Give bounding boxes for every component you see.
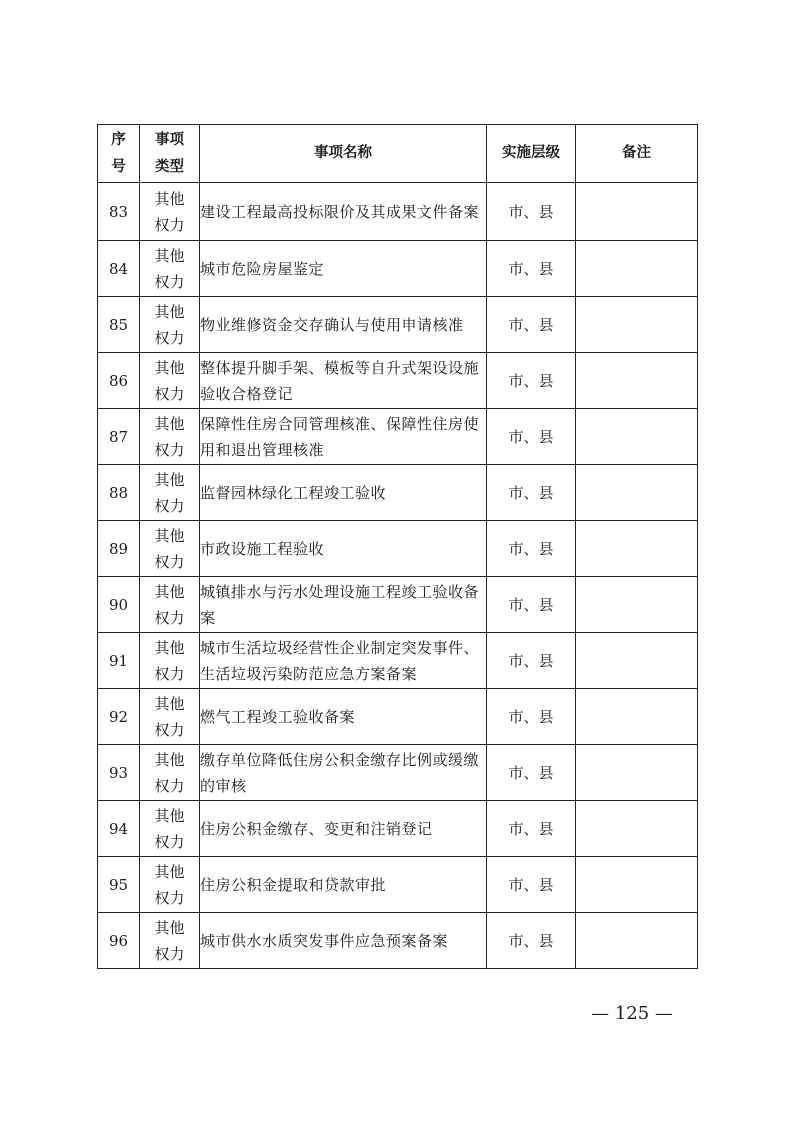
table-row	[98, 409, 698, 465]
row-type-line-1: 其他	[154, 302, 185, 321]
row-note	[576, 409, 698, 465]
row-type-line-1: 其他	[154, 582, 185, 601]
row-level: 市、县	[487, 521, 576, 577]
row-type-line-1: 其他	[154, 189, 185, 208]
row-level: 市、县	[487, 913, 576, 969]
header-row	[98, 125, 698, 183]
row-seq: 90	[98, 577, 140, 633]
table-row	[98, 857, 698, 913]
row-note	[576, 801, 698, 857]
row-type-line-2: 权力	[154, 720, 185, 739]
row-type	[140, 801, 200, 857]
row-note	[576, 633, 698, 689]
row-note	[576, 577, 698, 633]
row-name: 市政设施工程验收	[200, 521, 487, 577]
row-type-line-1: 其他	[154, 862, 185, 881]
row-seq: 85	[98, 297, 140, 353]
header-seq	[98, 125, 140, 183]
table-row	[98, 801, 698, 857]
row-level: 市、县	[487, 745, 576, 801]
header-level: 实施层级	[487, 125, 576, 183]
table-row	[98, 577, 698, 633]
row-type	[140, 633, 200, 689]
row-note	[576, 913, 698, 969]
header-type-line-1: 事项	[155, 131, 184, 148]
row-type-line-1: 其他	[154, 638, 185, 657]
row-name: 住房公积金缴存、变更和注销登记	[200, 801, 487, 857]
row-seq: 86	[98, 353, 140, 409]
table-header	[98, 125, 698, 183]
row-level: 市、县	[487, 409, 576, 465]
items-table	[97, 124, 698, 969]
row-note	[576, 857, 698, 913]
row-type-line-2: 权力	[154, 832, 185, 851]
row-type	[140, 297, 200, 353]
row-seq: 87	[98, 409, 140, 465]
header-note: 备注	[576, 125, 698, 183]
row-type-line-1: 其他	[154, 246, 185, 265]
row-level: 市、县	[487, 633, 576, 689]
page-number: — 125 —	[591, 1003, 673, 1024]
row-type	[140, 409, 200, 465]
table-row	[98, 241, 698, 297]
row-name: 住房公积金提取和贷款审批	[200, 857, 487, 913]
row-name: 城市生活垃圾经营性企业制定突发事件、生活垃圾污染防范应急方案备案	[200, 633, 487, 689]
table-row	[98, 521, 698, 577]
row-type-line-2: 权力	[154, 328, 185, 347]
row-type	[140, 745, 200, 801]
row-type-line-2: 权力	[154, 664, 185, 683]
row-name: 监督园林绿化工程竣工验收	[200, 465, 487, 521]
row-type-line-1: 其他	[154, 414, 185, 433]
table-row	[98, 913, 698, 969]
row-type	[140, 353, 200, 409]
row-level: 市、县	[487, 465, 576, 521]
row-seq: 84	[98, 241, 140, 297]
row-name: 城市危险房屋鉴定	[200, 241, 487, 297]
row-type-line-1: 其他	[154, 750, 185, 769]
row-type-line-2: 权力	[154, 608, 185, 627]
row-note	[576, 689, 698, 745]
table-body	[98, 183, 698, 969]
header-seq-line-1: 序	[111, 131, 126, 148]
row-level: 市、县	[487, 857, 576, 913]
row-name: 燃气工程竣工验收备案	[200, 689, 487, 745]
row-seq: 96	[98, 913, 140, 969]
row-seq: 92	[98, 689, 140, 745]
row-type-line-2: 权力	[154, 776, 185, 795]
row-seq: 88	[98, 465, 140, 521]
row-name: 保障性住房合同管理核准、保障性住房使用和退出管理核准	[200, 409, 487, 465]
row-note	[576, 465, 698, 521]
table-row	[98, 633, 698, 689]
row-type	[140, 913, 200, 969]
row-name: 城镇排水与污水处理设施工程竣工验收备案	[200, 577, 487, 633]
table-row	[98, 297, 698, 353]
row-type-line-2: 权力	[154, 944, 185, 963]
row-note	[576, 745, 698, 801]
row-name: 物业维修资金交存确认与使用申请核准	[200, 297, 487, 353]
row-type-line-2: 权力	[154, 384, 185, 403]
row-type-line-1: 其他	[154, 358, 185, 377]
row-level: 市、县	[487, 801, 576, 857]
row-type	[140, 465, 200, 521]
row-name: 整体提升脚手架、模板等自升式架设设施验收合格登记	[200, 353, 487, 409]
row-type-line-1: 其他	[154, 470, 185, 489]
row-name: 城市供水水质突发事件应急预案备案	[200, 913, 487, 969]
row-note	[576, 297, 698, 353]
row-type-line-1: 其他	[154, 918, 185, 937]
row-level: 市、县	[487, 241, 576, 297]
row-note	[576, 353, 698, 409]
header-seq-line-2: 号	[111, 158, 126, 175]
header-name: 事项名称	[200, 125, 487, 183]
row-note	[576, 183, 698, 241]
row-type	[140, 857, 200, 913]
table-row	[98, 183, 698, 241]
header-type	[140, 125, 200, 183]
row-seq: 94	[98, 801, 140, 857]
row-level: 市、县	[487, 297, 576, 353]
row-seq: 91	[98, 633, 140, 689]
row-seq: 83	[98, 183, 140, 241]
row-type	[140, 689, 200, 745]
row-type-line-1: 其他	[154, 806, 185, 825]
row-type-line-2: 权力	[154, 440, 185, 459]
row-level: 市、县	[487, 183, 576, 241]
table-row	[98, 689, 698, 745]
row-type-line-1: 其他	[154, 526, 185, 545]
row-type	[140, 241, 200, 297]
row-name: 缴存单位降低住房公积金缴存比例或缓缴的审核	[200, 745, 487, 801]
row-note	[576, 521, 698, 577]
row-seq: 93	[98, 745, 140, 801]
row-level: 市、县	[487, 353, 576, 409]
row-level: 市、县	[487, 689, 576, 745]
row-type-line-2: 权力	[154, 272, 185, 291]
row-type	[140, 577, 200, 633]
row-level: 市、县	[487, 577, 576, 633]
table-row	[98, 353, 698, 409]
row-seq: 89	[98, 521, 140, 577]
row-type-line-2: 权力	[154, 215, 185, 234]
header-type-line-2: 类型	[155, 158, 184, 175]
row-note	[576, 241, 698, 297]
row-name: 建设工程最高投标限价及其成果文件备案	[200, 183, 487, 241]
row-type-line-2: 权力	[154, 496, 185, 515]
row-seq: 95	[98, 857, 140, 913]
table-row	[98, 465, 698, 521]
table-row	[98, 745, 698, 801]
row-type	[140, 183, 200, 241]
row-type-line-2: 权力	[154, 552, 185, 571]
row-type-line-1: 其他	[154, 694, 185, 713]
row-type	[140, 521, 200, 577]
row-type-line-2: 权力	[154, 888, 185, 907]
